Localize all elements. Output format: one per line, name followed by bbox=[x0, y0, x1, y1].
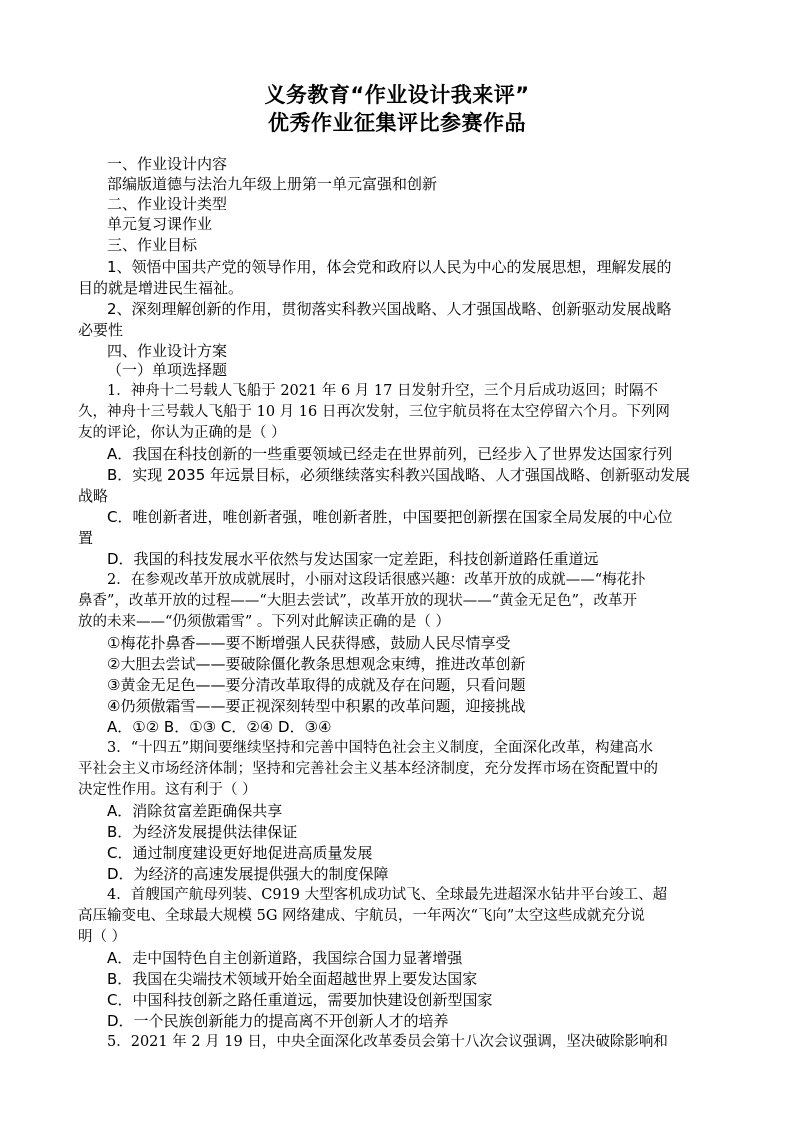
q3-stem-line-1: 3．“十四五”期间要继续坚持和完善中国特色社会主义制度，全面深化改革，构建高水 bbox=[107, 740, 654, 756]
q1-stem-line-2: 久，神舟十三号载人飞船于 10 月 16 日再次发射，三位宇航员将在太空停留六个月。下列网 bbox=[78, 404, 670, 420]
q4-stem-line-1: 4．首艘国产航母列装、C919 大型客机成功试飞、全球最先进超深水钻井平台竣工、超 bbox=[107, 887, 668, 903]
q1-option-c-line-1: C．唯创新者进，唯创新者强，唯创新者胜，中国要把创新摆在国家全局发展的中心位 bbox=[107, 508, 673, 526]
q1-stem-line-3: 友的评论，你认为正确的是（ ） bbox=[78, 425, 286, 441]
q5-stem-line-1: 5．2021 年 2 月 19 日，中央全面深化改革委员会第十八次会议强调，坚决破除影响和 bbox=[107, 1034, 668, 1050]
goal-1-line-2: 目的就是增进民生福祉。 bbox=[78, 279, 244, 297]
title-line-2: 优秀作业征集评比参赛作品 bbox=[268, 111, 526, 135]
section-1-heading: 一、作业设计内容 bbox=[107, 155, 228, 173]
q1-option-b-line-1: B．实现 2035 年远景目标，必须继续落实科教兴国战略、人才强国战略、创新驱动发展 bbox=[107, 466, 691, 484]
q3-option-c: C．通过制度建设更好地促进高质量发展 bbox=[107, 844, 373, 862]
goal-2-line-1: 2、深刻理解创新的作用，贯彻落实科教兴国战略、人才强国战略、创新驱动发展战略 bbox=[107, 300, 672, 318]
q2-stem-line-3: 放的未来——“仍须傲霜雪” 。下列对此解读正确的是（ ） bbox=[78, 614, 451, 630]
q2-statement-3: ③黄金无足色——要分清改革取得的成就及存在问题，只看问题 bbox=[107, 676, 526, 694]
title-line-1: 义务教育“作业设计我来评” bbox=[264, 83, 530, 107]
q1-option-c-line-2: 置 bbox=[78, 529, 94, 547]
q1-option-a: A．我国在科技创新的一些重要领域已经走在世界前列，已经步入了世界发达国家行列 bbox=[107, 445, 673, 463]
q3-stem-line-3: 决定性作用。这有利于（ ） bbox=[78, 782, 257, 798]
section-4-subheading: （一）单项选择题 bbox=[107, 361, 228, 379]
q2-statement-2: ②大胆去尝试——要破除僵化教条思想观念束缚，推进改革创新 bbox=[107, 655, 526, 673]
q1-option-b-line-2: 战略 bbox=[78, 487, 109, 505]
section-4-heading: 四、作业设计方案 bbox=[107, 342, 228, 360]
q2-options: A．①② B．①③ C．②④ D．③④ bbox=[107, 718, 332, 736]
q2-stem-line-1: 2．在参观改革开放成就展时，小丽对这段话很感兴趣：改革开放的成就——“梅花扑 bbox=[107, 572, 646, 588]
goal-1-line-1: 1、领悟中国共产党的领导作用，体会党和政府以人民为中心的发展思想，理解发展的 bbox=[107, 258, 672, 276]
section-1-text: 部编版道德与法治九年级上册第一单元富强和创新 bbox=[107, 175, 438, 193]
q2-statement-4: ④仍须傲霜雪——要正视深刻转型中积累的改革问题，迎接挑战 bbox=[107, 697, 526, 715]
q4-option-a: A．走中国特色自主创新道路，我国综合国力显著增强 bbox=[107, 949, 463, 967]
q2-stem-line-2: 鼻香”，改革开放的过程——“大胆去尝试”，改革开放的现状——“黄金无足色”，改革开 bbox=[78, 593, 638, 609]
section-3-heading: 三、作业目标 bbox=[107, 236, 198, 254]
section-2-heading: 二、作业设计类型 bbox=[107, 195, 228, 213]
q4-stem-line-3: 明（ ） bbox=[78, 929, 127, 945]
q1-stem-line-1: 1．神舟十二号载人飞船于 2021 年 6 月 17 日发射升空，三个月后成功返回；时隔不 bbox=[107, 383, 658, 399]
q4-option-d: D．一个民族创新能力的提高离不开创新人才的培养 bbox=[107, 1012, 449, 1030]
q3-option-b: B．为经济发展提供法律保证 bbox=[107, 823, 298, 841]
q2-statement-1: ①梅花扑鼻香——要不断增强人民获得感，鼓励人民尽情享受 bbox=[107, 634, 511, 652]
q3-option-a: A．消除贫富差距确保共享 bbox=[107, 802, 283, 820]
q3-stem-line-2: 平社会主义市场经济体制；坚持和完善社会主义基本经济制度，充分发挥市场在资配置中的 bbox=[78, 761, 658, 777]
q1-option-d: D．我国的科技发展水平依然与发达国家一定差距，科技创新道路任重道远 bbox=[107, 550, 599, 568]
q3-option-d: D．为经济的高速发展提供强大的制度保障 bbox=[107, 865, 389, 883]
q4-stem-line-2: 高压输变电、全球最大规模 5G 网络建成、宇航员，一年两次“飞向”太空这些成就充分说 bbox=[78, 908, 645, 924]
q4-option-b: B．我国在尖端技术领域开始全面超越世界上要发达国家 bbox=[107, 970, 478, 988]
q4-option-c: C．中国科技创新之路任重道远，需要加快建设创新型国家 bbox=[107, 991, 493, 1009]
section-2-text: 单元复习课作业 bbox=[107, 215, 213, 233]
goal-2-line-2: 必要性 bbox=[78, 321, 124, 339]
